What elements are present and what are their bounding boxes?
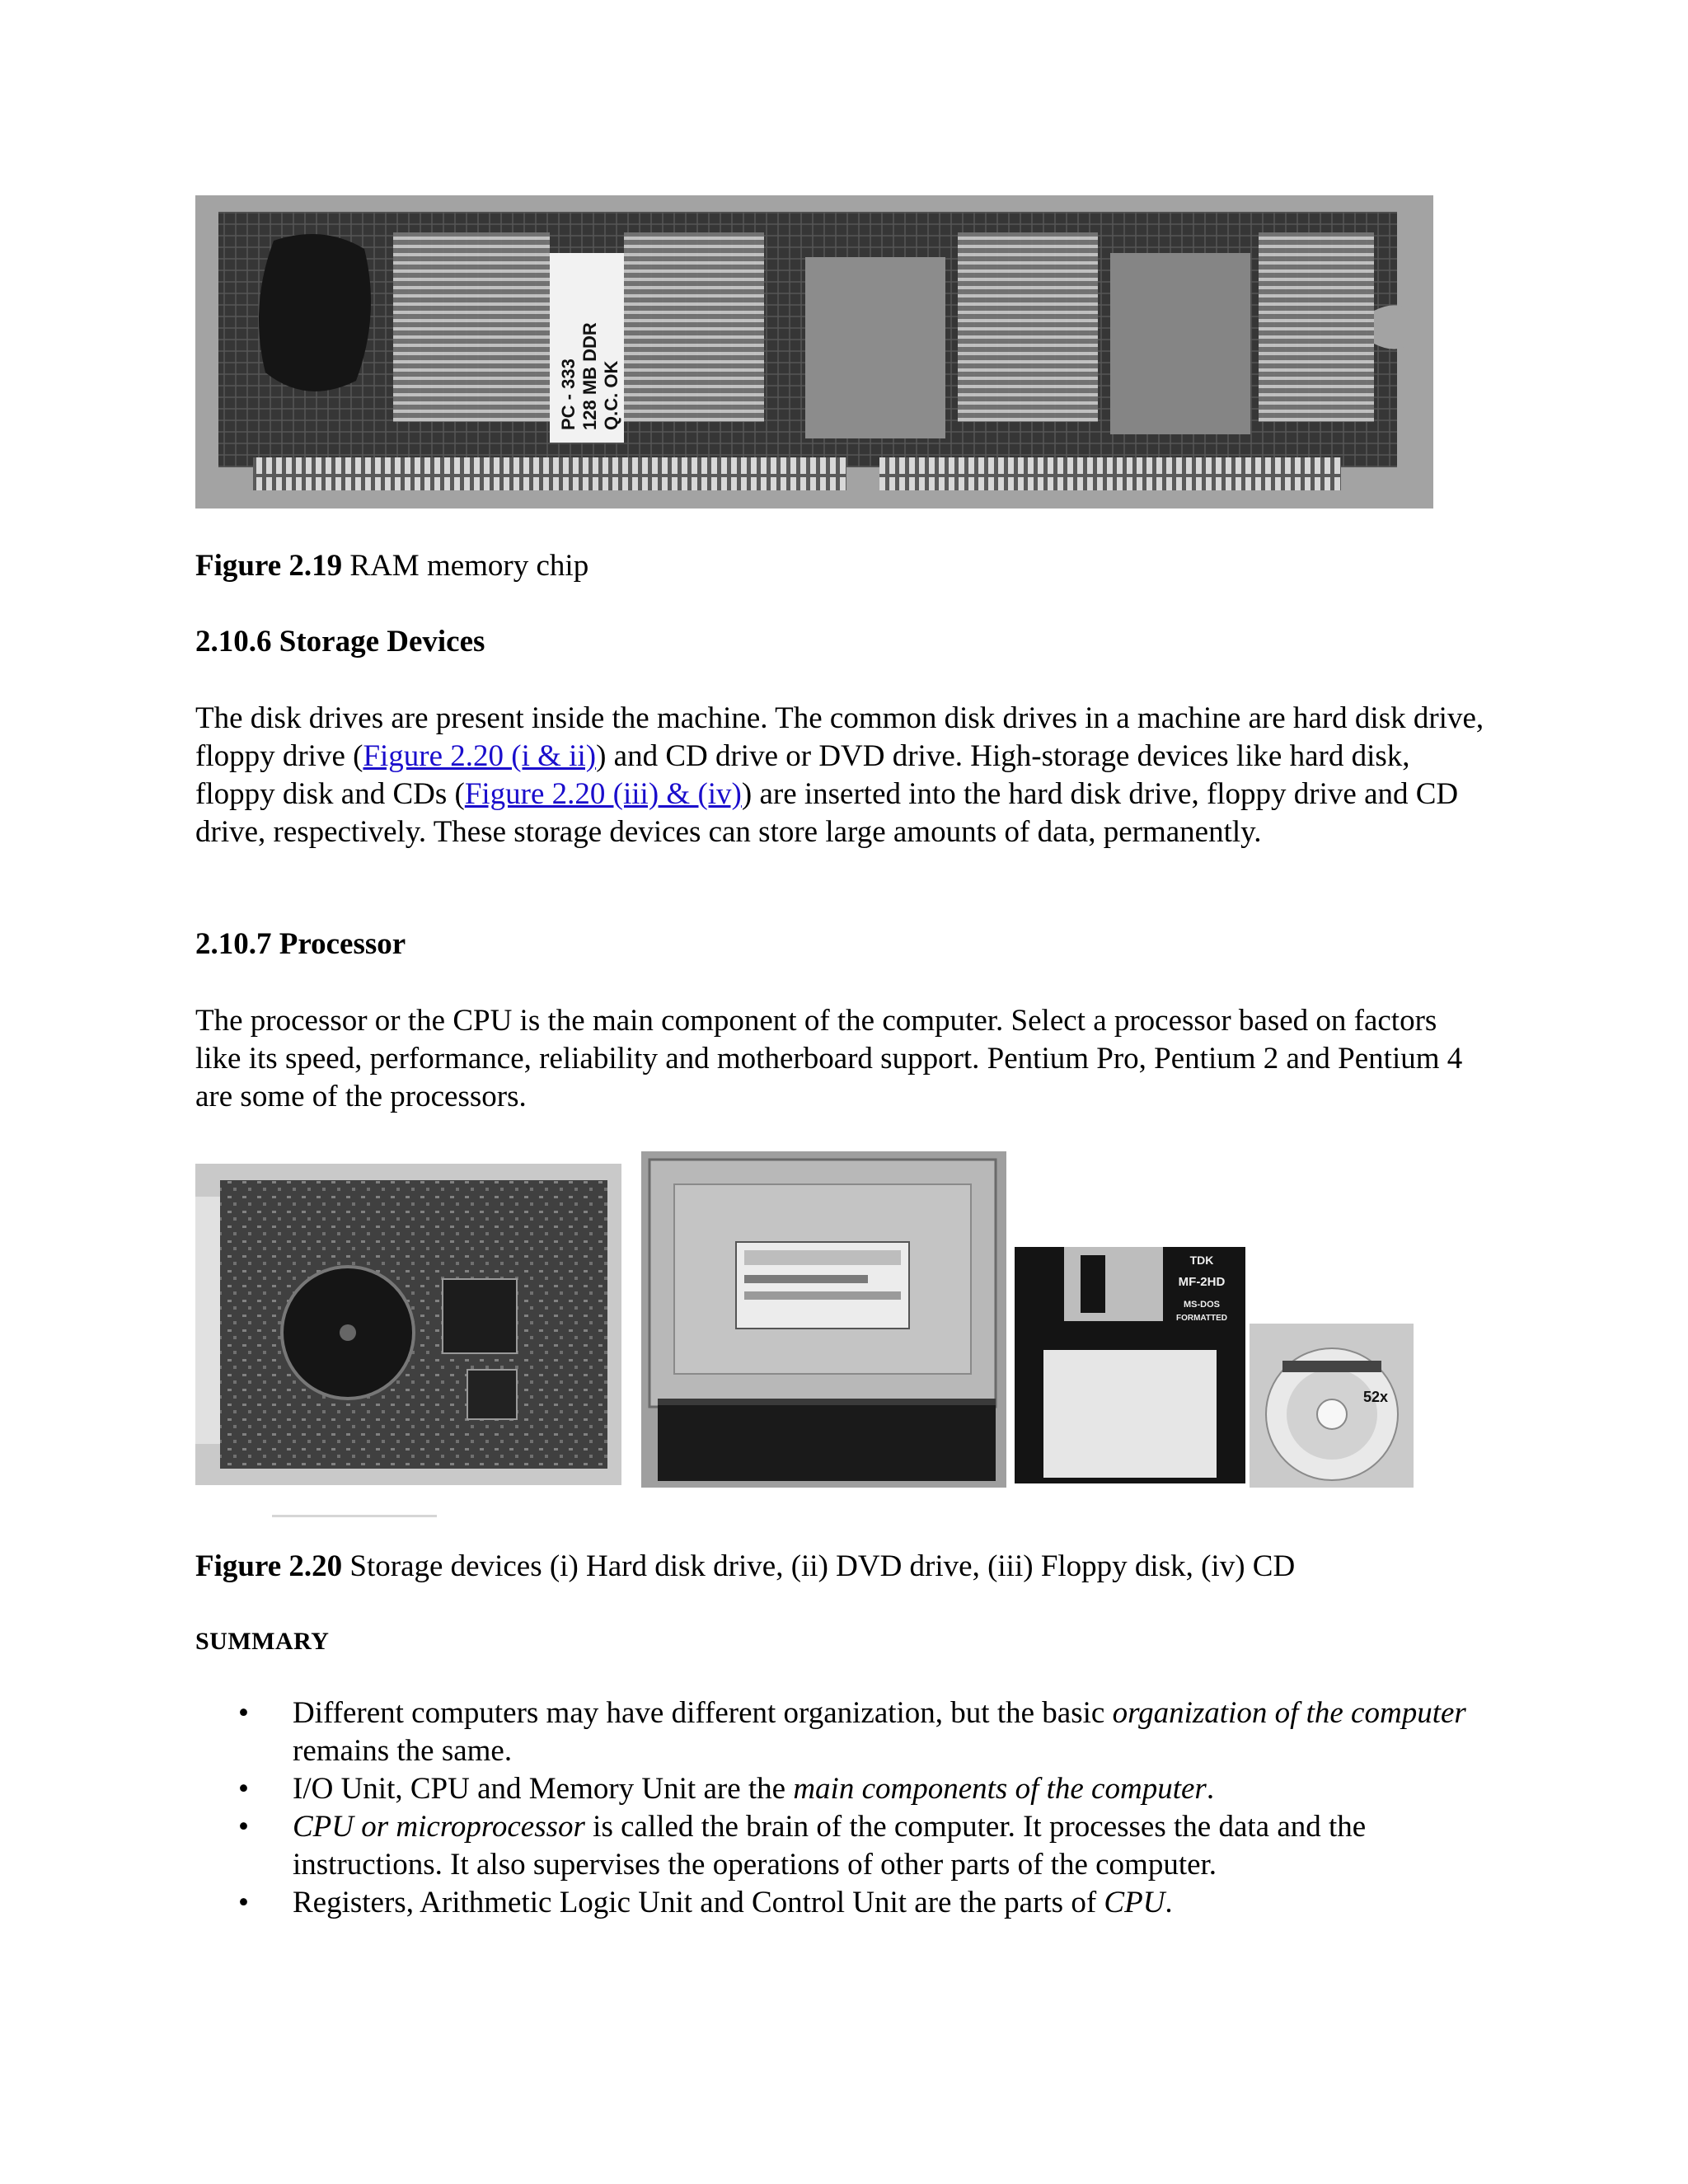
cd-photo [1250,1324,1414,1488]
summary-item-2-text-b: . [1206,1772,1215,1806]
figure-2-19-label: Figure 2.19 [195,549,343,583]
summary-item [195,1808,1481,1884]
summary-item-3-emphasis: CPU or microprocessor [293,1810,585,1844]
ram-chip-photo [195,195,1433,509]
floppy-brand: TDK [1189,1254,1214,1267]
summary-item-1-text-a: Different computers may have different organization, but the basic [293,1696,1113,1730]
summary-item-1-text-b: remains the same. [293,1734,513,1768]
summary-item [195,1770,1481,1808]
figure-2-20-caption [195,1548,1295,1586]
figure-2-20-iii-iv-link[interactable]: Figure 2.20 (iii) & (iv) [464,777,742,811]
summary-item-3-text-b: is called the brain of the computer. It processes the data and the instructions. It also supervises the operations of other parts of the computer. [293,1810,1367,1882]
storage-devices-paragraph [195,700,1489,851]
hdd-photo-shadow-line [272,1515,437,1517]
figure-2-19-caption-text: RAM memory chip [342,549,589,583]
floppy-disk-photo [1010,1243,1250,1488]
storage-paragraph-part-3: ) are inserted into the hard disk drive, floppy drive and CD drive, respectively. These storage devices can store large amounts of data, permanently. [195,777,1459,849]
hard-disk-drive-photo [195,1164,621,1485]
figure-2-20-i-ii-link[interactable]: Figure 2.20 (i & ii) [363,739,597,773]
summary-heading: SUMMARY [195,1628,330,1655]
section-heading-storage-devices: 2.10.6 Storage Devices [195,625,485,658]
floppy-format-line-2: FORMATTED [1175,1314,1228,1323]
summary-item [195,1694,1481,1770]
cd-speed-label: 52x [1362,1389,1388,1405]
dvd-drive-photo [641,1151,1006,1488]
summary-item [195,1884,1481,1922]
summary-item-2-text-a: I/O Unit, CPU and Memory Unit are the [293,1772,794,1806]
floppy-format-line-1: MS-DOS [1184,1300,1220,1310]
storage-paragraph-part-1: The disk drives are present inside the machine. The common disk drives in a machine are hard disk drive, floppy drive ( [195,701,1484,773]
bullet-icon: • [238,1810,249,1844]
figure-2-19-caption [195,547,588,585]
bullet-icon: • [238,1772,249,1806]
summary-item-4-text-a: Registers, Arithmetic Logic Unit and Control Unit are the parts of [293,1886,1104,1919]
summary-item-2-emphasis: main components of the computer [793,1772,1207,1806]
summary-item-4-text-b: . [1165,1886,1173,1919]
bullet-icon: • [238,1886,249,1919]
chip-label-line-2: 128 MB DDR [579,322,600,430]
figure-2-20-caption-text: Storage devices (i) Hard disk drive, (ii) DVD drive, (iii) Floppy disk, (iv) CD [342,1549,1296,1583]
ram-chip-illustration [195,195,1433,509]
summary-item-1-emphasis: organization of the computer [1112,1696,1466,1730]
section-heading-processor: 2.10.7 Processor [195,927,406,961]
processor-paragraph: The processor or the CPU is the main component of the computer. Select a processor based on factors like its speed, performance, reliability and motherboard support. Pentium Pro, Pentium 2 and Pentium 4 are some of the processors. [195,1004,1463,1113]
summary-item-4-emphasis: CPU [1104,1886,1165,1919]
bullet-icon: • [238,1696,249,1730]
chip-label-line-3: Q.C. OK [601,360,621,430]
summary-list [195,1694,1481,1922]
figure-2-20-label: Figure 2.20 [195,1549,343,1583]
floppy-type: MF-2HD [1178,1275,1226,1289]
chip-label-line-1: PC - 333 [558,359,579,430]
storage-paragraph-part-2: ) and CD drive or DVD drive. High-storage devices like hard disk, floppy disk and CDs ( [195,739,1410,811]
